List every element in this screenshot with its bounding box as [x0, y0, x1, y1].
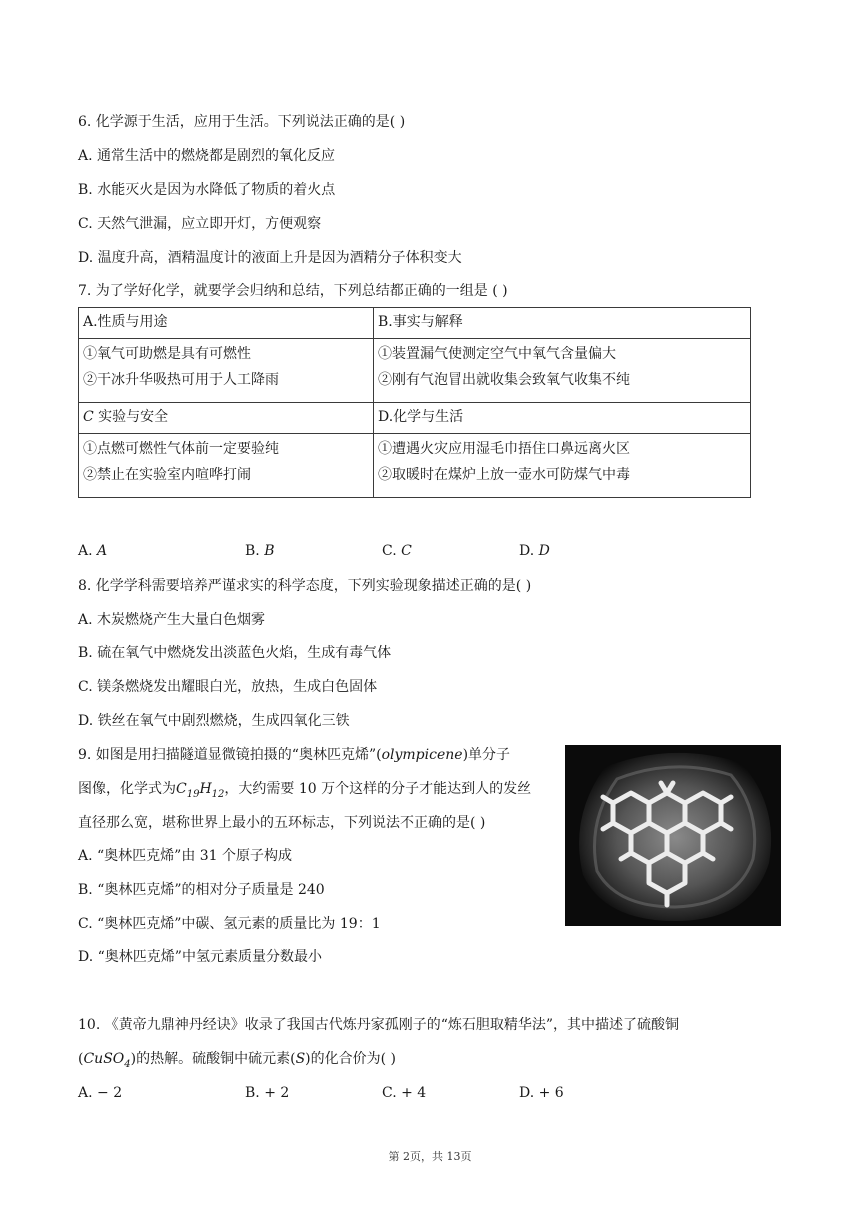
q9-stem-line-3: 直径那么宽，堪称世界上最小的五环标志，下列说法不正确的是( ): [78, 815, 486, 831]
q6-option-b: B. 水能灭火是因为水降低了物质的着火点: [78, 182, 336, 198]
q8-option-c: C. 镁条燃烧发出耀眼白光，放热，生成白色固体: [78, 679, 378, 695]
q10-stem-line-1: 10. 《黄帝九鼎神丹经诀》收录了我国古代炼丹家孤刚子的“炼石胆取精华法”，其中描述了硫酸铜: [78, 1017, 680, 1033]
q7-stem: 7. 为了学好化学，就要学会归纳和总结，下列总结都正确的一组是 ( ): [78, 283, 508, 299]
cell-d-item-1: ①遭遇火灾应用湿毛巾捂住口鼻远离火区: [378, 441, 630, 457]
cell-b-items: [374, 339, 751, 403]
q7-option-a: A. A: [78, 543, 108, 559]
q6-option-c: C. 天然气泄漏，应立即开灯，方便观察: [78, 216, 322, 232]
cell-c-title: [79, 403, 374, 434]
q8-option-b: B. 硫在氧气中燃烧发出淡蓝色火焰，生成有毒气体: [78, 645, 392, 661]
q10-option-d: D. + 6: [519, 1085, 564, 1101]
cell-b-item-1: ①装置漏气使测定空气中氧气含量偏大: [378, 346, 616, 362]
cuso4-formula: CuSO$_4$: [83, 1051, 131, 1070]
q10-option-b: B. + 2: [245, 1085, 290, 1101]
chemical-formula: $C_{19}H_{12}$: [176, 781, 225, 800]
cell-d-item-2: ②取暖时在煤炉上放一壶水可防煤气中毒: [378, 467, 630, 483]
q7-option-b: B. B: [245, 543, 275, 559]
q10-option-c: C. + 4: [382, 1085, 427, 1101]
q10-stem-line-2: (CuSO$_4$)的热解。硫酸铜中硫元素(S)的化合价为( ): [78, 1051, 397, 1070]
cell-b-item-2: ②刚有气泡冒出就收集会致氧气收集不纯: [378, 372, 630, 388]
q8-option-a: A. 木炭燃烧产生大量白色烟雾: [78, 612, 266, 628]
cell-d-items: [374, 434, 751, 498]
cell-a-title: A.性质与用途: [79, 308, 374, 339]
q7-summary-table: [78, 307, 751, 498]
q7-option-c: C. C: [382, 543, 412, 559]
q9-stem-line-2: 图像，化学式为$C_{19}H_{12}$，大约需要 10 万个这样的分子才能达到人的发丝: [78, 781, 532, 800]
q9-stem-line-1: 9. 如图是用扫描隧道显微镜拍摄的“奥林匹克烯”(olympicene)单分子: [78, 747, 511, 763]
q9-option-b: B. “奥林匹克烯”的相对分子质量是 240: [78, 882, 325, 898]
cell-c-letter: C: [83, 409, 94, 425]
q9-option-d: D. “奥林匹克烯”中氢元素质量分数最小: [78, 949, 322, 965]
cell-a-item-2: ②干冰升华吸热可用于人工降雨: [83, 372, 279, 388]
q7-option-d: D. D: [519, 543, 550, 559]
cell-c-title-text: 实验与安全: [93, 409, 169, 425]
cell-d-title: D.化学与生活: [374, 403, 751, 434]
cell-c-item-2: ②禁止在实验室内喧哗打闹: [83, 467, 251, 483]
q8-stem: 8. 化学学科需要培养严谨求实的科学态度，下列实验现象描述正确的是( ): [78, 578, 532, 594]
q6-stem: 6. 化学源于生活，应用于生活。下列说法正确的是( ): [78, 114, 406, 130]
q8-option-d: D. 铁丝在氧气中剧烈燃烧，生成四氧化三铁: [78, 713, 350, 729]
q6-option-a: A. 通常生活中的燃烧都是剧烈的氧化反应: [78, 148, 336, 164]
cell-a-item-1: ①氧气可助燃是具有可燃性: [83, 346, 251, 362]
q6-option-d: D. 温度升高，酒精温度计的液面上升是因为酒精分子体积变大: [78, 250, 462, 266]
cell-b-title: B.事实与解释: [374, 308, 751, 339]
cell-c-items: [79, 434, 374, 498]
cell-c-item-1: ①点燃可燃性气体前一定要验纯: [83, 441, 279, 457]
q9-option-c: C. “奥林匹克烯”中碳、氢元素的质量比为 19：1: [78, 916, 381, 932]
q10-option-a: A. − 2: [78, 1085, 123, 1101]
page-footer: 第 2页，共 13页: [388, 1150, 472, 1163]
olympicene-stm-image: [565, 745, 781, 926]
cell-a-items: [79, 339, 374, 403]
q9-option-a: A. “奥林匹克烯”由 31 个原子构成: [78, 848, 293, 864]
